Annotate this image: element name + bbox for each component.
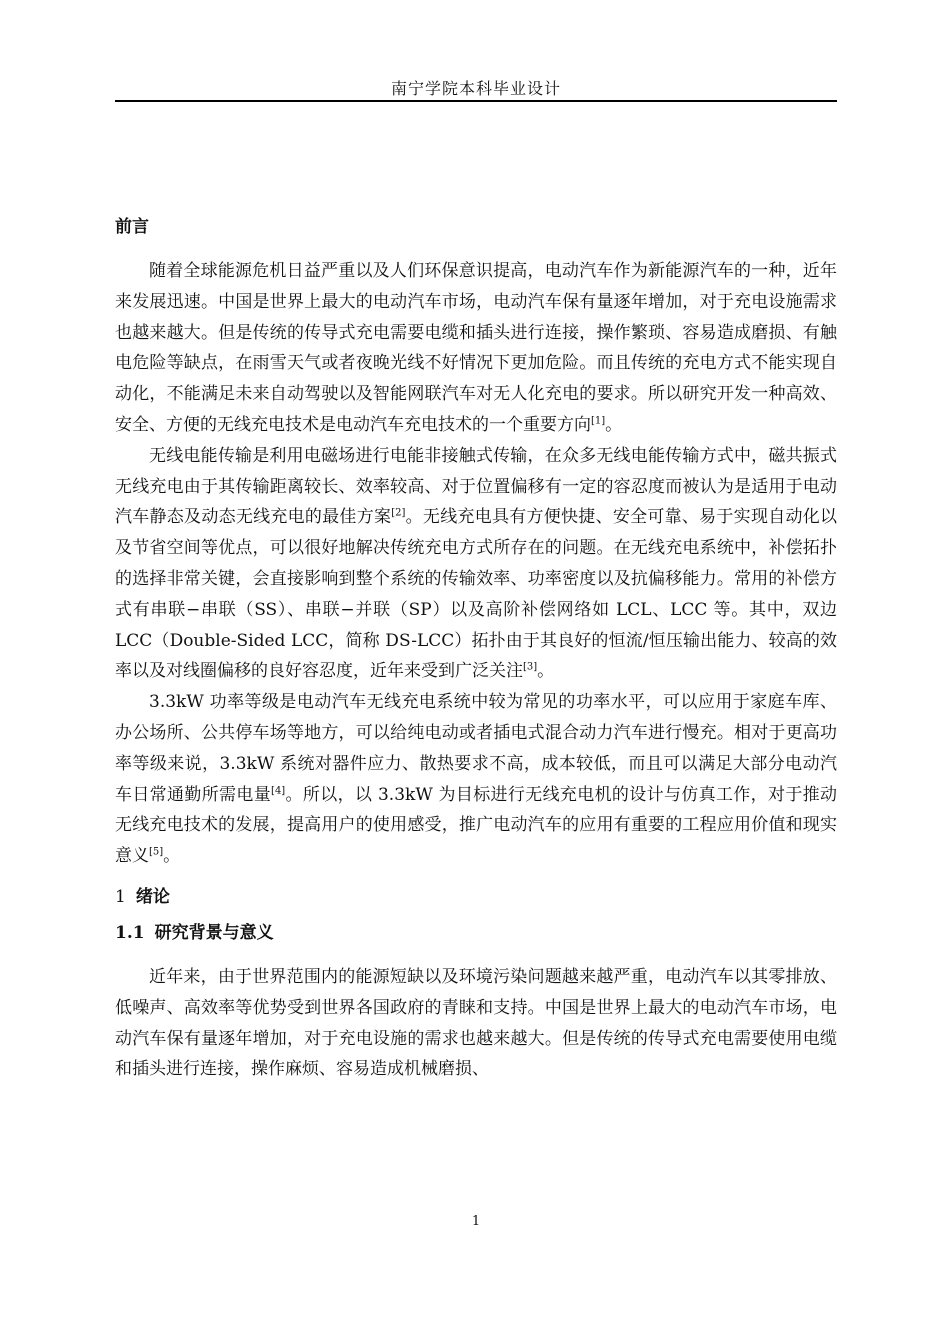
citation-ref: [5] [149, 846, 164, 858]
paragraph-text: 无线电能传输是利用电磁场进行电能非接触式传输，在众多无线电能传输方式中，磁共振式无线充电由于其传输距离较长、效率较高、对于位置偏移有一定的容忍度而被认为是适用于电动汽车静态及动态无线充电的最佳方案 [115, 445, 837, 528]
foreword-paragraph-2 [115, 441, 837, 687]
citation-ref: [4] [271, 784, 286, 796]
document-body [115, 212, 837, 1085]
chapter-title: 绪论 [135, 886, 170, 907]
paragraph-text-cont: 。无线充电具有方便快捷、安全可靠、易于实现自动化以及节省空间等优点，可以很好地解决传统充电方式所存在的问题。在无线充电系统中，补偿拓扑的选择非常关键，会直接影响到整个系统的传输效率、功率密度以及抗偏移能力。常用的补偿方式有串联−串联（SS）、串联−并联（SP）以及高阶补偿网络如 LCL、LCC 等。其中，双边 LCC（Double-Sided LCC，简称 DS-LCC）拓扑由于其良好的恒流/恒压输出能力、较高的效率以及对线圈偏移的良好容忍度，近年来受到广泛关注 [115, 507, 838, 682]
paragraph-text-cont: 。所以，以 3.3kW 为目标进行无线充电机的设计与仿真工作，对于推动无线充电技术的发展，提高用户的使用感受，推广电动汽车的应用有重要的工程应用价值和现实意义 [115, 784, 837, 867]
section-1-1-paragraph-1: 近年来，由于世界范围内的能源短缺以及环境污染问题越来越严重，电动汽车以其零排放、低噪声、高效率等优势受到世界各国政府的青睐和支持。中国是世界上最大的电动汽车市场，电动汽车保有量逐年增加，对于充电设施的需求也越来越大。但是传统的传导式充电需要使用电缆和插头进行连接，操作麻烦、容易造成机械磨损、 [115, 966, 837, 1080]
section-title: 研究背景与意义 [154, 922, 274, 943]
paragraph-end: 。 [537, 661, 555, 682]
page-number: 1 [471, 1214, 481, 1229]
foreword-paragraph-1 [115, 256, 837, 441]
section-number: 1.1 [115, 922, 145, 943]
citation-ref: [1] [591, 415, 606, 427]
citation-ref: [3] [523, 661, 538, 673]
paragraph-text: 随着全球能源危机日益严重以及人们环保意识提高，电动汽车作为新能源汽车的一种，近年来发展迅速。中国是世界上最大的电动汽车市场，电动汽车保有量逐年增加，对于充电设施需求也越来越大。但是传统的传导式充电需要电缆和插头进行连接，操作繁琐、容易造成磨损、有触电危险等缺点，在雨雪天气或者夜晚光线不好情况下更加危险。而且传统的充电方式不能实现自动化，不能满足未来自动驾驶以及智能网联汽车对无人化充电的要求。所以研究开发一种高效、安全、方便的无线充电技术是电动汽车充电技术的一个重要方向 [115, 261, 837, 435]
header-rule [115, 100, 837, 102]
paragraph-end: 。 [605, 414, 623, 435]
chapter-1-heading [115, 882, 837, 912]
foreword-paragraph-3 [115, 687, 837, 872]
paragraph-text: 3.3kW 功率等级是电动汽车无线充电系统中较为常见的功率水平，可以应用于家庭车库、办公场所、公共停车场等地方，可以给纯电动或者插电式混合动力汽车进行慢充。相对于更高功率等级来说，3.3kW 系统对器件应力、散热要求不高，成本较低，而且可以满足大部分电动汽车日常通勤所需电量 [115, 692, 837, 805]
page-header: 南宁学院本科毕业设计 [390, 79, 561, 98]
section-1-1-heading [115, 918, 837, 948]
paragraph-end: 。 [163, 846, 181, 867]
citation-ref: [2] [391, 507, 406, 519]
foreword-heading: 前言 [115, 217, 149, 237]
chapter-number: 1 [115, 886, 126, 907]
